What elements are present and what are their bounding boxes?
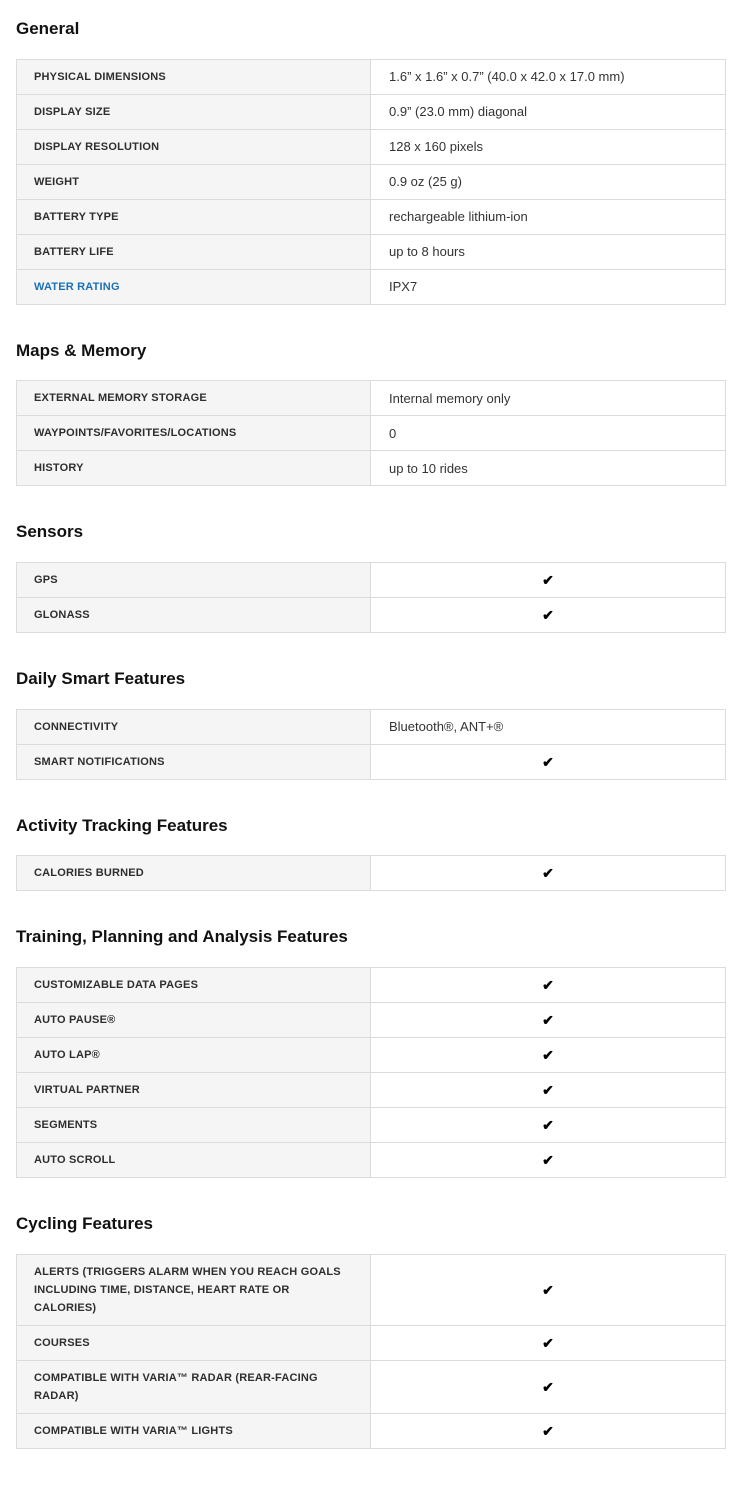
spec-row — [17, 1413, 725, 1448]
check-icon: ✔ — [542, 607, 554, 624]
spec-value — [371, 745, 725, 779]
spec-row — [17, 856, 725, 890]
spec-value — [371, 1038, 725, 1072]
section-cycling-features — [16, 1215, 726, 1449]
spec-label-text: COURSES — [34, 1336, 90, 1349]
spec-row — [17, 710, 725, 744]
spec-value — [371, 95, 725, 129]
spec-value — [371, 416, 725, 450]
spec-label-text: COMPATIBLE WITH VARIA™ LIGHTS — [34, 1424, 233, 1437]
spec-row — [17, 164, 725, 199]
spec-row — [17, 234, 725, 269]
spec-value — [371, 1361, 725, 1413]
spec-value-text: Bluetooth®, ANT+® — [389, 719, 504, 735]
spec-value — [371, 598, 725, 632]
spec-value-text: IPX7 — [389, 279, 418, 295]
check-icon: ✔ — [542, 572, 554, 589]
spec-value — [371, 1255, 725, 1325]
spec-row — [17, 60, 725, 94]
section-activity-tracking-features — [16, 817, 726, 892]
spec-label-text: ALERTS (TRIGGERS ALARM WHEN YOU REACH GOALS INCLUDING TIME, DISTANCE, HEART RATE OR CALORIES) — [34, 1265, 341, 1314]
spec-label — [17, 968, 371, 1002]
spec-label-text: PHYSICAL DIMENSIONS — [34, 70, 166, 83]
spec-value — [371, 710, 725, 744]
spec-row — [17, 563, 725, 597]
spec-label — [17, 270, 371, 304]
spec-row — [17, 199, 725, 234]
check-icon: ✔ — [542, 1047, 554, 1064]
spec-table — [16, 709, 726, 780]
section-title: Training, Planning and Analysis Features — [16, 927, 348, 947]
spec-label — [17, 381, 371, 415]
section-title: Maps & Memory — [16, 340, 147, 360]
spec-row — [17, 597, 725, 632]
spec-table — [16, 59, 726, 305]
spec-label — [17, 165, 371, 199]
spec-value — [371, 1073, 725, 1107]
spec-label-text: DISPLAY RESOLUTION — [34, 140, 160, 153]
spec-table — [16, 855, 726, 891]
spec-value — [371, 1108, 725, 1142]
spec-label-text: BATTERY LIFE — [34, 245, 114, 258]
spec-value-text: up to 8 hours — [389, 244, 465, 260]
spec-value — [371, 856, 725, 890]
check-icon: ✔ — [542, 753, 554, 770]
spec-value — [371, 381, 725, 415]
spec-value — [371, 1414, 725, 1448]
spec-table — [16, 967, 726, 1178]
spec-value — [371, 563, 725, 597]
spec-label-text: SMART NOTIFICATIONS — [34, 755, 165, 768]
spec-label-text: GPS — [34, 574, 58, 587]
spec-row — [17, 1255, 725, 1325]
section-maps-memory — [16, 342, 726, 487]
spec-value — [371, 1003, 725, 1037]
spec-row — [17, 968, 725, 1002]
spec-row — [17, 1107, 725, 1142]
section-training-planning-analysis — [16, 928, 726, 1178]
spec-label — [17, 1255, 371, 1325]
spec-value — [371, 451, 725, 485]
check-icon: ✔ — [542, 1117, 554, 1134]
spec-label-text: AUTO SCROLL — [34, 1154, 116, 1167]
spec-value — [371, 235, 725, 269]
spec-row — [17, 129, 725, 164]
spec-label-text: AUTO LAP® — [34, 1049, 100, 1062]
spec-label — [17, 235, 371, 269]
spec-label-text: SEGMENTS — [34, 1119, 98, 1132]
spec-value — [371, 200, 725, 234]
spec-row — [17, 269, 725, 304]
spec-label — [17, 1143, 371, 1177]
check-icon: ✔ — [542, 1082, 554, 1099]
spec-label-text: AUTO PAUSE® — [34, 1014, 116, 1027]
spec-label — [17, 60, 371, 94]
spec-label — [17, 1038, 371, 1072]
spec-row — [17, 415, 725, 450]
spec-value-text: 0 — [389, 425, 397, 441]
spec-label-text: HISTORY — [34, 462, 84, 475]
spec-label — [17, 1326, 371, 1360]
spec-row — [17, 1360, 725, 1413]
section-daily-smart-features — [16, 670, 726, 780]
spec-value-text: up to 10 rides — [389, 460, 468, 476]
spec-value-text: 1.6” x 1.6” x 0.7” (40.0 x 42.0 x 17.0 mm) — [389, 69, 625, 85]
check-icon: ✔ — [542, 1334, 554, 1351]
spec-label-text: GLONASS — [34, 609, 90, 622]
spec-label-text: CONNECTIVITY — [34, 720, 119, 733]
spec-label-text: COMPATIBLE WITH VARIA™ RADAR (REAR-FACING RADAR) — [34, 1371, 318, 1402]
section-title: Sensors — [16, 522, 84, 542]
spec-label — [17, 1361, 371, 1413]
spec-table — [16, 1254, 726, 1449]
spec-label-text: DISPLAY SIZE — [34, 105, 111, 118]
spec-row — [17, 1325, 725, 1360]
spec-row — [17, 1037, 725, 1072]
spec-label-text: WEIGHT — [34, 175, 80, 188]
spec-label — [17, 598, 371, 632]
spec-label — [17, 745, 371, 779]
check-icon: ✔ — [542, 1281, 554, 1298]
spec-label — [17, 95, 371, 129]
spec-value-text: Internal memory only — [389, 390, 511, 406]
spec-label — [17, 1108, 371, 1142]
spec-label-text: VIRTUAL PARTNER — [34, 1084, 140, 1097]
spec-row — [17, 744, 725, 779]
section-title: General — [16, 19, 80, 38]
check-icon: ✔ — [542, 1012, 554, 1029]
spec-value — [371, 1326, 725, 1360]
spec-label — [17, 856, 371, 890]
spec-table — [16, 380, 726, 486]
spec-label — [17, 130, 371, 164]
spec-table — [16, 562, 726, 633]
spec-row — [17, 1002, 725, 1037]
spec-value — [371, 968, 725, 1002]
spec-label — [17, 416, 371, 450]
spec-label — [17, 200, 371, 234]
spec-value-text: 0.9 oz (25 g) — [389, 174, 462, 190]
spec-row — [17, 1142, 725, 1177]
check-icon: ✔ — [542, 977, 554, 994]
spec-label-text: BATTERY TYPE — [34, 210, 119, 223]
check-icon: ✔ — [542, 1378, 554, 1395]
section-sensors — [16, 523, 726, 633]
spec-row — [17, 94, 725, 129]
spec-label-text: CALORIES BURNED — [34, 867, 144, 880]
spec-label-text: CUSTOMIZABLE DATA PAGES — [34, 979, 199, 992]
section-title: Daily Smart Features — [16, 669, 186, 689]
check-icon: ✔ — [542, 865, 554, 882]
spec-label — [17, 710, 371, 744]
spec-row — [17, 381, 725, 415]
spec-label — [17, 1073, 371, 1107]
check-icon: ✔ — [542, 1422, 554, 1439]
spec-label-text: EXTERNAL MEMORY STORAGE — [34, 392, 207, 405]
section-general — [16, 20, 726, 305]
spec-label — [17, 563, 371, 597]
spec-value — [371, 60, 725, 94]
spec-value — [371, 165, 725, 199]
spec-value — [371, 270, 725, 304]
spec-value-text: rechargeable lithium-ion — [389, 209, 528, 225]
section-title: Activity Tracking Features — [16, 815, 228, 835]
spec-row — [17, 1072, 725, 1107]
spec-label — [17, 1414, 371, 1448]
check-icon: ✔ — [542, 1152, 554, 1169]
spec-label — [17, 1003, 371, 1037]
water-rating-link[interactable]: WATER RATING — [34, 280, 120, 293]
spec-value — [371, 1143, 725, 1177]
spec-value-text: 128 x 160 pixels — [389, 139, 483, 155]
spec-row — [17, 450, 725, 485]
spec-label-text: WAYPOINTS/FAVORITES/LOCATIONS — [34, 427, 237, 440]
spec-value-text: 0.9” (23.0 mm) diagonal — [389, 104, 528, 120]
spec-value — [371, 130, 725, 164]
spec-label — [17, 451, 371, 485]
section-title: Cycling Features — [16, 1214, 153, 1234]
